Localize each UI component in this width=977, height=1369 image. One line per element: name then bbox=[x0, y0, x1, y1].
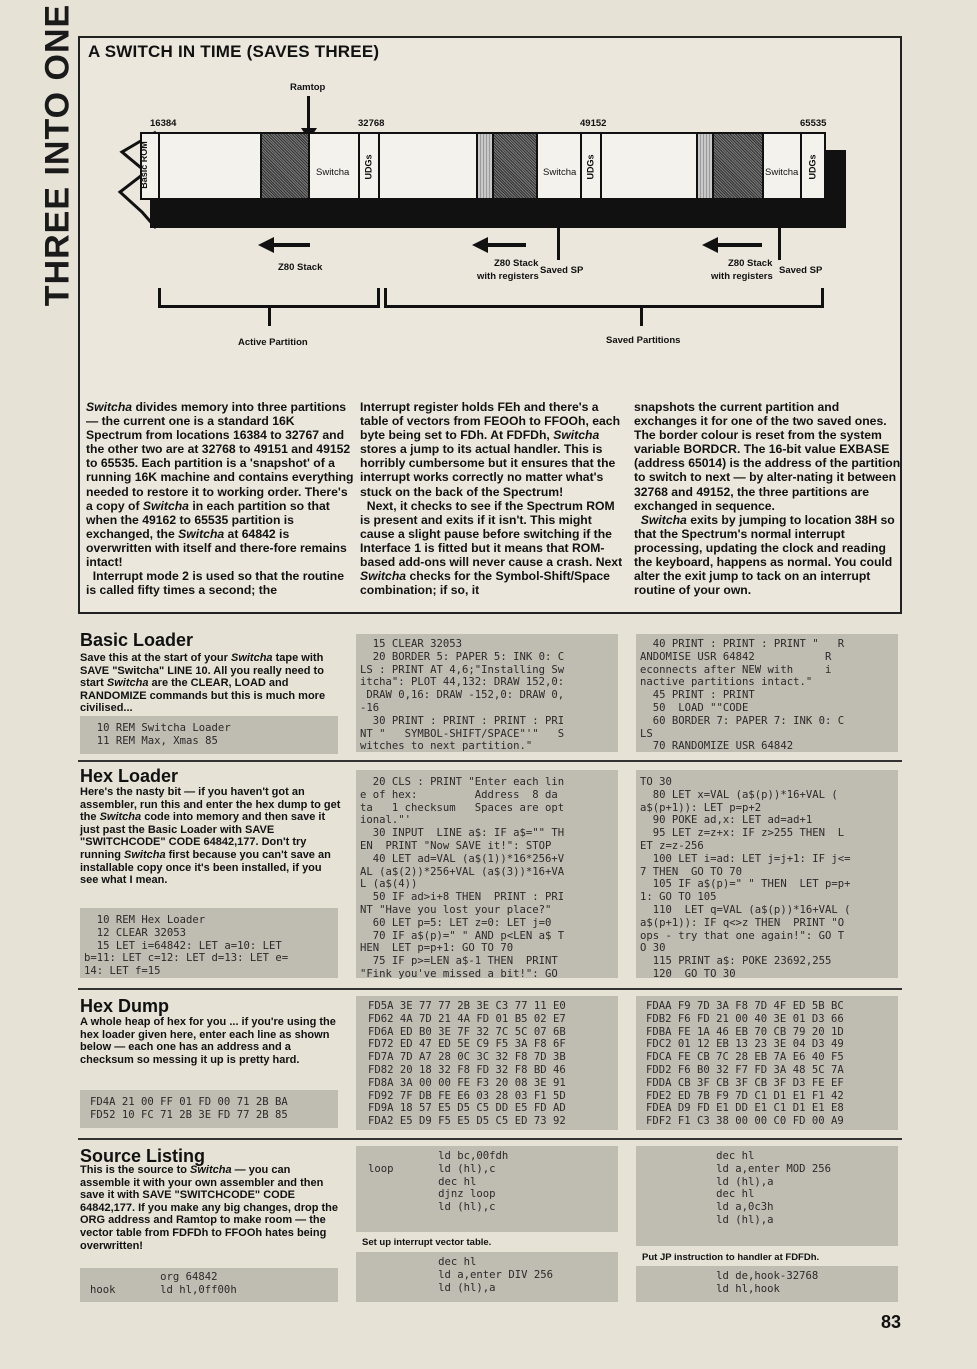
saved-sp-label-1: Saved SP bbox=[540, 265, 584, 276]
stack-arrow-2 bbox=[486, 243, 526, 247]
partition-1-switcha bbox=[308, 132, 360, 200]
z80-stack-label-1: Z80 Stack bbox=[278, 262, 323, 273]
saved-sp-arrowhead-2 bbox=[771, 200, 787, 216]
basic-rom-label: Basic ROM bbox=[138, 141, 149, 189]
saved-bracket-stem bbox=[640, 306, 643, 326]
hex-dump-description: A whole heap of hex for you ... if you're using the hex loader given here, enter each line as shown below — each one has an address and a checksum so messing it up is pretty hard. bbox=[80, 1016, 336, 1066]
addr-49152: 49152 bbox=[580, 118, 607, 129]
source-code-1: org 64842 hook ld hl,0ff00h bbox=[90, 1271, 237, 1296]
udgs-label-3: UDGs bbox=[807, 154, 818, 180]
saved-partitions-bracket bbox=[384, 288, 824, 308]
udgs-label-2: UDGs bbox=[585, 154, 596, 180]
col1-para-2: Interrupt mode 2 is used so that the routine is called fifty times a second; the bbox=[86, 569, 344, 598]
col1-para-1: Switcha divides memory into three partitions — the current one is a standard 16K Spectrum from locations 16384 to 32767 and the other two are at 32768 to 49151 and 49152 to 65535. Each partition is a 'snapshot' of a running 16K machine and contains everything needed to restore it to working order. There's a copy of Switcha in each partition so that when the 49162 to 65535 partition is exchanged, the Switcha at 64842 is overwritten with itself and there-fore remains intact! bbox=[86, 400, 354, 570]
partition-1-stack bbox=[260, 132, 310, 200]
hex-loader-description: Here's the nasty bit — if you haven't got an assembler, run this and enter the hex dump to get the Switcha code into memory and then save it just past the Basic Loader with SAVE "SWITCHCODE" CODE 64842,177. Don't try running Switcha first because you can't save an installable copy once it's been installed, if you see what I mean. bbox=[80, 786, 341, 887]
partition-3-switcha bbox=[762, 132, 802, 200]
hex-loader-code-1: 10 REM Hex Loader 12 CLEAR 32053 15 LET i=64842: LET a=10: LET b=11: LET c=12: LET d=13: LET e= 14: LET f=15 bbox=[84, 914, 289, 978]
section-side-title: THREE INTO ONE bbox=[38, 3, 77, 307]
stack-arrowhead-3 bbox=[702, 237, 718, 253]
switcha-label-2: Switcha bbox=[543, 167, 577, 178]
partition-1-free bbox=[158, 132, 262, 200]
divider-2 bbox=[78, 988, 902, 990]
stack-arrowhead-1 bbox=[258, 237, 274, 253]
stack-arrowhead-2 bbox=[472, 237, 488, 253]
hex-loader-code-2: 20 CLS : PRINT "Enter each lin e of hex: Address 8 da ta 1 checksum Spaces are opt ional."' 30 INPUT LINE a$: IF a$="" TH EN PRINT "Now SAVE it!": STOP 40 LET ad=VAL (a$(1))*16*256+V AL (a$(2))*256+VAL (a$(3))*16+VA L (a$(4)) 50 IF ad>i+8 THEN PRINT : PRI NT "Have you lost your place?" 60 LET p=5: LET z=0: LET j=0 70 IF a$(p)=" " AND p<LEN a$ T HEN LET p=p+1: GO TO 70 75 IF p>=LEN a$-1 THEN PRINT "Fink you've missed a bit!": GO bbox=[360, 776, 565, 980]
active-partition-label: Active Partition bbox=[238, 337, 308, 348]
col2-para-1: Interrupt register holds FEh and there's a table of vectors from FEOOh to FFOOh, each byte being set to FDh. At FDFDh, Switcha stores a jump to its actual handler. This is horribly cumbersome but it ensures that the interrupt works correctly no matter what's stuck on the back of the Spectrum! bbox=[360, 400, 621, 499]
source-listing-description: This is the source to Switcha — you can assemble it with your own assembler and then save it with SAVE "SWITCHCODE" CODE 64842,177. If you make any big changes, drop the ORG address and Ramtop to make room — the vector table from FDFDh to FFOOh hates being overwritten! bbox=[80, 1164, 338, 1252]
body-column-3 bbox=[634, 400, 902, 597]
article-title: A SWITCH IN TIME (SAVES THREE) bbox=[88, 42, 380, 61]
hex-dump-heading: Hex Dump bbox=[80, 996, 170, 1016]
partition-3-free bbox=[600, 132, 698, 200]
z80-stack-label-2: Z80 Stack bbox=[494, 258, 539, 269]
partition-2-free bbox=[378, 132, 478, 200]
col3-para-1: snapshots the current partition and exchanges it for one of the two saved ones. The border colour is reset from the system variable BORDCR. The 16-bit value EXBASE (address 65014) is the address of the partition to switch to next — by alter-nating it between 32768 and 49152, the three partitions are exchanged in sequence. bbox=[634, 400, 901, 513]
memory-band-end bbox=[826, 150, 846, 200]
source-code-2a: ld bc,00fdh loop ld (hl),c dec hl djnz loop ld (hl),c bbox=[368, 1150, 509, 1214]
page-number: 83 bbox=[880, 1312, 901, 1332]
saved-sp-arrow-2 bbox=[778, 214, 781, 260]
ramtop-label: Ramtop bbox=[290, 82, 326, 93]
hex-loader-code-3: TO 30 80 LET x=VAL (a$(p))*16+VAL ( a$(p+1)): LET p=p+2 90 POKE ad,x: LET ad=ad+1 95 LET z=z+x: IF z>255 THEN L ET z=z-256 100 LET i=ad: LET j=j+1: IF j<= 7 THEN GO TO 70 105 IF a$(p)=" " THEN LET p=p+ 1: GO TO 105 110 LET q=VAL (a$(p))*16+VAL ( a$(p+1)): IF q<>z THEN PRINT "O ops - try that one again!": GO T O 30 115 PRINT a$: POKE 23692,255 120 GO TO 30 bbox=[640, 776, 851, 980]
saved-sp-arrow-1 bbox=[557, 214, 560, 260]
stack-arrow-1 bbox=[272, 243, 310, 247]
basic-loader-description: Save this at the start of your Switcha tape with SAVE "Switcha" LINE 10. All you really need to start Switcha are the CLEAR, LOAD and RANDOMIZE commands but this is much more civilised... bbox=[80, 652, 326, 715]
switcha-label-1: Switcha bbox=[316, 167, 350, 178]
with-registers-label-2: with registers bbox=[477, 271, 539, 282]
saved-sp-label-2: Saved SP bbox=[779, 265, 823, 276]
addr-16384: 16384 bbox=[150, 118, 177, 129]
basic-loader-code-2: 15 CLEAR 32053 20 BORDER 5: PAPER 5: INK 0: C LS : PRINT AT 4,6;"Installing Sw itcha": PLOT 44,132: DRAW 152,0: DRAW 0,16: DRAW -152,0: DRAW 0, -16 30 PRINT : PRINT : PRINT : PRI NT " SYMBOL-SHIFT/SPACE"'" S witches to next partition." bbox=[360, 638, 565, 753]
source-code-2b: dec hl ld a,enter DIV 256 ld (hl),a bbox=[438, 1256, 553, 1294]
divider-3 bbox=[78, 1138, 902, 1140]
hex-dump-code-1: FD4A 21 00 FF 01 FD 00 71 2B BA FD52 10 FC 71 2B 3E FD 77 2B 85 bbox=[90, 1096, 288, 1121]
with-registers-label-3: with registers bbox=[711, 271, 773, 282]
hex-dump-code-2: FD5A 3E 77 77 2B 3E C3 77 11 E0 FD62 4A 7D 21 4A FD 01 B5 02 E7 FD6A ED B0 3E 7F 32 7C 5C 07 6B FD72 ED 47 ED 5E C9 F5 3A F8 6F FD7A 7D A7 28 0C 3C 32 F8 7D 3B FD82 20 18 32 F8 FD 32 F8 BD 46 FD8A 3A 00 00 FE F3 20 08 3E 91 FD92 7F DB FE E6 03 28 03 F1 5D FD9A 18 57 E5 D5 C5 DD E5 FD AD FDA2 E5 D9 F5 E5 D5 C5 ED 73 92 bbox=[368, 1000, 566, 1128]
stack-arrow-3 bbox=[716, 243, 762, 247]
partition-3-stack bbox=[712, 132, 764, 200]
saved-partitions-label: Saved Partitions bbox=[606, 335, 681, 346]
source-note-jp-instruction: Put JP instruction to handler at FDFDh. bbox=[642, 1252, 820, 1263]
body-column-2 bbox=[360, 400, 628, 597]
partition-2-switcha bbox=[536, 132, 582, 200]
active-partition-bracket bbox=[158, 288, 380, 308]
udgs-label-1: UDGs bbox=[363, 154, 374, 180]
basic-loader-heading: Basic Loader bbox=[80, 630, 194, 650]
basic-loader-code-1: 10 REM Switcha Loader 11 REM Max, Xmas 85 bbox=[96, 722, 231, 747]
source-listing-heading: Source Listing bbox=[80, 1146, 206, 1166]
addr-65535: 65535 bbox=[800, 118, 827, 129]
col3-para-2: Switcha exits by jumping to location 38H so that the Spectrum's normal interrupt processing, updating the clock and reading the keyboard, happens as normal. You could alter the exit jump to tack on an interrupt routine of your own. bbox=[634, 512, 895, 598]
basic-loader-code-3: 40 PRINT : PRINT : PRINT " R ANDOMISE USR 64842 R econnects after NEW with i nactive partitions intact." 45 PRINT : PRINT 50 LOAD ""CODE 60 BORDER 7: PAPER 7: INK 0: C LS 70 RANDOMIZE USR 64842 bbox=[640, 638, 845, 753]
col2-para-2: Next, it checks to see if the Spectrum ROM is present and exits if it isn't. This might cause a slight pause before switching if the Interface 1 is fitted but it means that ROM-based add-ons will never cause a crash. Next Switcha checks for the Symbol-Shift/Space combination; if so, it bbox=[360, 498, 623, 598]
memory-band bbox=[150, 198, 846, 228]
body-column-1 bbox=[86, 400, 354, 597]
hex-dump-code-3: FDAA F9 7D 3A F8 7D 4F ED 5B BC FDB2 F6 FD 21 00 40 3E 01 D3 66 FDBA FE 1A 46 EB 70 CB 79 20 1D FDC2 01 12 EB 13 23 3E 04 D3 49 FDCA FE CB 7C 28 EB 7A E6 40 F5 FDD2 F6 B0 32 F7 FD 3A 48 5C 7A FDDA CB 3F CB 3F CB 3F D3 FE EF FDE2 ED 7B F9 7D C1 D1 E1 F1 42 FDEA D9 FD E1 DD E1 C1 D1 E1 E8 FDF2 F1 C3 38 00 00 C0 FD 00 A9 bbox=[646, 1000, 844, 1128]
saved-sp-arrowhead-1 bbox=[550, 200, 566, 216]
partition-2-stack bbox=[492, 132, 538, 200]
z80-stack-label-3: Z80 Stack bbox=[728, 258, 773, 269]
switcha-label-3: Switcha bbox=[765, 167, 799, 178]
divider-1 bbox=[78, 760, 902, 762]
active-bracket-stem bbox=[268, 306, 271, 326]
source-code-3b: ld de,hook-32768 ld hl,hook bbox=[716, 1270, 819, 1295]
source-note-vector-table: Set up interrupt vector table. bbox=[362, 1237, 492, 1248]
addr-32768: 32768 bbox=[358, 118, 385, 129]
hex-loader-heading: Hex Loader bbox=[80, 766, 179, 786]
source-code-3a: dec hl ld a,enter MOD 256 ld (hl),a dec hl ld a,0c3h ld (hl),a bbox=[716, 1150, 831, 1226]
